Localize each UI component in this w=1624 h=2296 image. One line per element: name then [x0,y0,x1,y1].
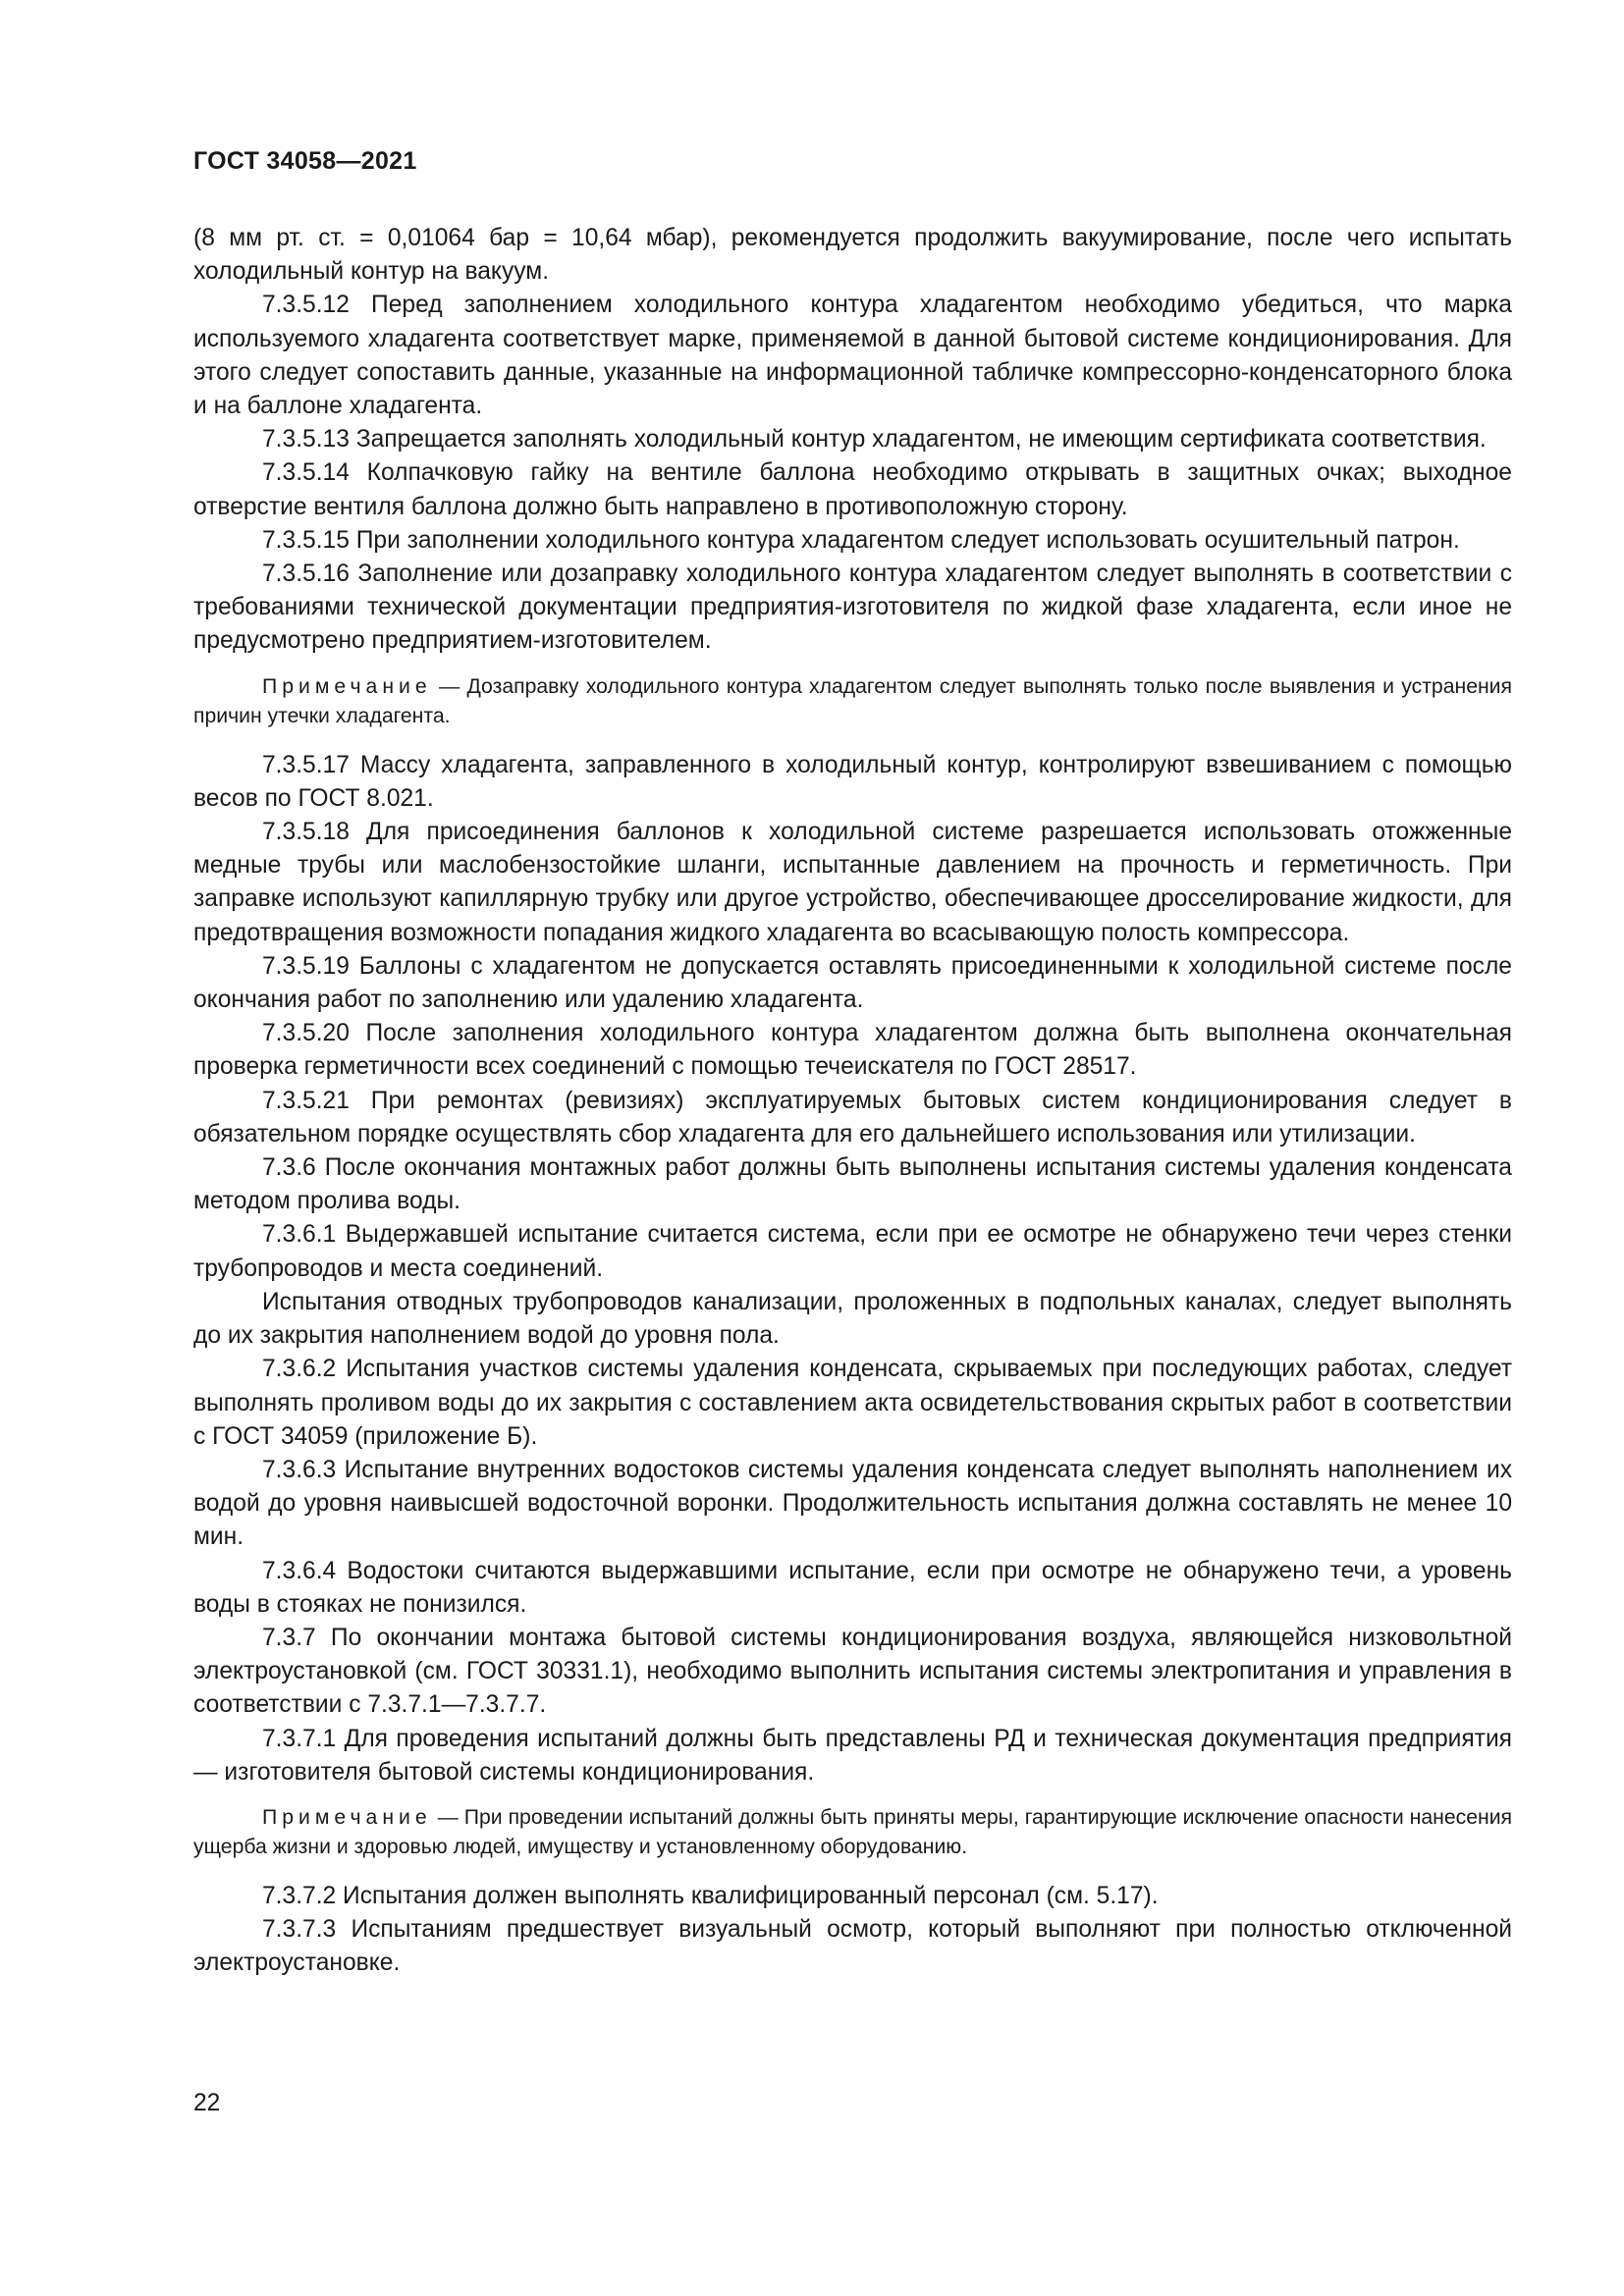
paragraph-continuation: (8 мм рт. ст. = 0,01064 бар = 10,64 мбар), рекомендуется продолжить вакуумирование, после чего испытать холодильный контур на вакуум. [193,225,1512,286]
paragraph-7-3-5-19: 7.3.5.19 Баллоны с хладагентом не допускается оставлять присоединенными к холодильной системе после окончания работ по заполнению или удалению хладагента. [193,952,1512,1014]
note-text: — При проведении испытаний должны быть приняты меры, гарантирующие исключение опасности нанесения ущерба жизни и здоровью людей, имуществу и установленному оборудованию. [193,1805,1512,1858]
note-label: Примечание [262,1805,432,1829]
paragraph-7-3-5-13: 7.3.5.13 Запрещается заполнять холодильный контур хладагентом, не имеющим сертификата соответствия. [262,426,1487,454]
note-label: Примечание [262,674,432,698]
paragraph-7-3-5-14: 7.3.5.14 Колпачковую гайку на вентиле баллона необходимо открывать в защитных очках; выходное отверстие вентиля баллона должно быть направлено в противоположную сторону. [193,459,1512,520]
paragraph-7-3-7-3: 7.3.7.3 Испытаниям предшествует визуальный осмотр, который выполняют при полностью отключенной электроустановке. [193,1916,1512,1977]
paragraph-7-3-5-18: 7.3.5.18 Для присоединения баллонов к холодильной системе разрешается использовать отожженные медные трубы или маслобензостойкие шланги, испытанные давлением на прочность и герметичность. При заправке используют капиллярную трубку или другое устройство, обеспечивающее дросселирование жидкости, для предотвращения возможности попадания жидкого хладагента во всасывающую полость компрессора. [193,819,1512,946]
paragraph-7-3-5-20: 7.3.5.20 После заполнения холодильного контура хладагентом должна быть выполнена окончательная проверка герметичности всех соединений с помощью течеискателя по ГОСТ 28517. [193,1020,1512,1081]
note-text: — Дозаправку холодильного контура хладагентом следует выполнять только после выявления и устранения причин утечки хладагента. [193,674,1512,727]
paragraph-7-3-5-17: 7.3.5.17 Массу хладагента, заправленного в холодильный контур, контролируют взвешиванием с помощью весов по ГОСТ 8.021. [193,751,1512,812]
document-body [193,222,1512,1981]
page-number: 22 [193,2090,221,2116]
paragraph-7-3-6: 7.3.6 После окончания монтажных работ должны быть выполнены испытания системы удаления конденсата методом пролива воды. [193,1154,1512,1215]
paragraph-7-3-5-16: 7.3.5.16 Заполнение или дозаправку холодильного контура хладагентом следует выполнять в соответствии с требованиями технической документации предприятия-изготовителя по жидкой фазе хладагента, если иное не предусмотрено предприятием-изготовителем. [193,561,1512,655]
paragraph-7-3-6-1: 7.3.6.1 Выдержавшей испытание считается система, если при ее осмотре не обнаружено течи через стенки трубопроводов и места соединений. [193,1221,1512,1282]
paragraph-7-3-7-1: 7.3.7.1 Для проведения испытаний должны быть представлены РД и техническая документация предприятия — изготовителя бытовой системы кондиционирования. [193,1725,1512,1786]
paragraph-7-3-6-2: 7.3.6.2 Испытания участков системы удаления конденсата, скрываемых при последующих работах, следует выполнять проливом воды до их закрытия с составлением акта освидетельствования скрытых работ в соответствии с ГОСТ 34059 (приложение Б). [193,1356,1512,1450]
paragraph-7-3-6-3: 7.3.6.3 Испытание внутренних водостоков системы удаления конденсата следует выполнять наполнением их водой до уровня наивысшей водосточной воронки. Продолжительность испытания должна составлять не менее 10 мин. [193,1456,1512,1551]
paragraph-7-3-5-15: 7.3.5.15 При заполнении холодильного контура хладагентом следует использовать осушительный патрон. [262,526,1460,554]
paragraph-7-3-5-12: 7.3.5.12 Перед заполнением холодильного контура хладагентом необходимо убедиться, что марка используемого хладагента соответствует марке, применяемой в данной бытовой системе кондиционирования. Для этого следует сопоставить данные, указанные на информационной табличке компрессорно-конденсаторного блока и на баллоне хладагента. [193,292,1512,420]
note-safety [193,1803,1512,1862]
note-refill [193,672,1512,731]
paragraph-7-3-7-2: 7.3.7.2 Испытания должен выполнять квалифицированный персонал (см. 5.17). [262,1882,1159,1909]
paragraph-7-3-6-4: 7.3.6.4 Водостоки считаются выдержавшими испытание, если при осмотре не обнаружено течи, а уровень воды в стояках не понизился. [193,1557,1512,1618]
paragraph-drainage-tests: Испытания отводных трубопроводов канализации, проложенных в подпольных каналах, следует выполнять до их закрытия наполнением водой до уровня пола. [193,1288,1512,1350]
paragraph-7-3-5-21: 7.3.5.21 При ремонтах (ревизиях) эксплуатируемых бытовых систем кондиционирования следует в обязательном порядке осуществлять сбор хладагента для его дальнейшего использования или утилизации. [193,1087,1512,1148]
standard-designation: ГОСТ 34058—2021 [193,147,417,175]
paragraph-7-3-7: 7.3.7 По окончании монтажа бытовой системы кондиционирования воздуха, являющейся низковольтной электроустановкой (см. ГОСТ 30331.1), необходимо выполнить испытания системы электропитания и управления в соответствии с 7.3.7.1—7.3.7.7. [193,1624,1512,1719]
